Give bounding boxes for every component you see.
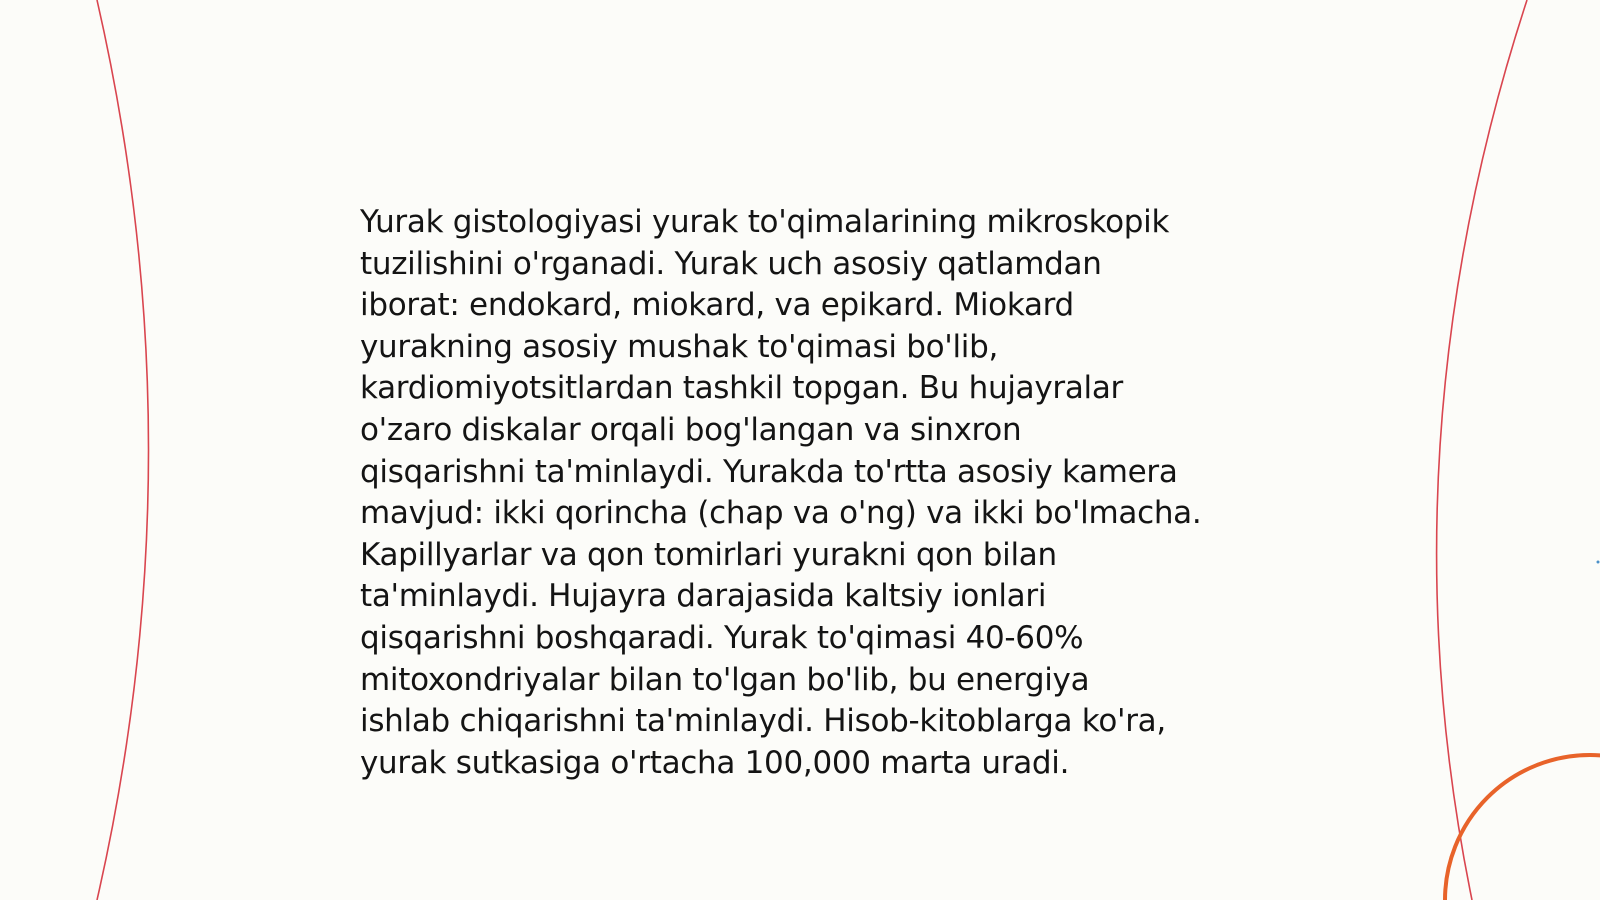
- right-curve-line: [1437, 0, 1527, 900]
- paragraph-line: Yurak gistologiyasi yurak to'qimalarining mikroskopik: [360, 204, 1170, 240]
- paragraph-line: qisqarishni boshqaradi. Yurak to'qimasi 40-60%: [360, 619, 1084, 656]
- paragraph-line: ishlab chiqarishni ta'minlaydi. Hisob-kitoblarga ko'ra,: [360, 703, 1166, 740]
- paragraph-line: yurakning asosiy mushak to'qimasi bo'lib,: [360, 328, 999, 365]
- paragraph-line: ta'minlaydi. Hujayra darajasida kaltsiy ionlari: [360, 578, 1047, 615]
- paragraph-line: mitoxondriyalar bilan to'lgan bo'lib, bu energiya: [360, 661, 1090, 698]
- paragraph-line: o'zaro diskalar orqali bog'langan va sinxron: [360, 411, 1022, 448]
- paragraph-line: tuzilishini o'rganadi. Yurak uch asosiy qatlamdan: [360, 245, 1102, 282]
- blue-dot: [1597, 561, 1600, 564]
- paragraph-line: iborat: endokard, miokard, va epikard. Miokard: [360, 287, 1074, 324]
- paragraph-line: mavjud: ikki qorincha (chap va o'ng) va ikki bo'lmacha.: [360, 495, 1202, 532]
- body-paragraph: [360, 202, 1260, 784]
- paragraph-line: yurak sutkasiga o'rtacha 100,000 marta uradi.: [360, 744, 1070, 781]
- paragraph-line: kardiomiyotsitlardan tashkil topgan. Bu hujayralar: [360, 370, 1123, 407]
- paragraph-line: Kapillyarlar va qon tomirlari yurakni qon bilan: [360, 536, 1057, 573]
- left-curve-line: [97, 0, 149, 900]
- paragraph-line: qisqarishni ta'minlaydi. Yurakda to'rtta asosiy kamera: [360, 453, 1178, 490]
